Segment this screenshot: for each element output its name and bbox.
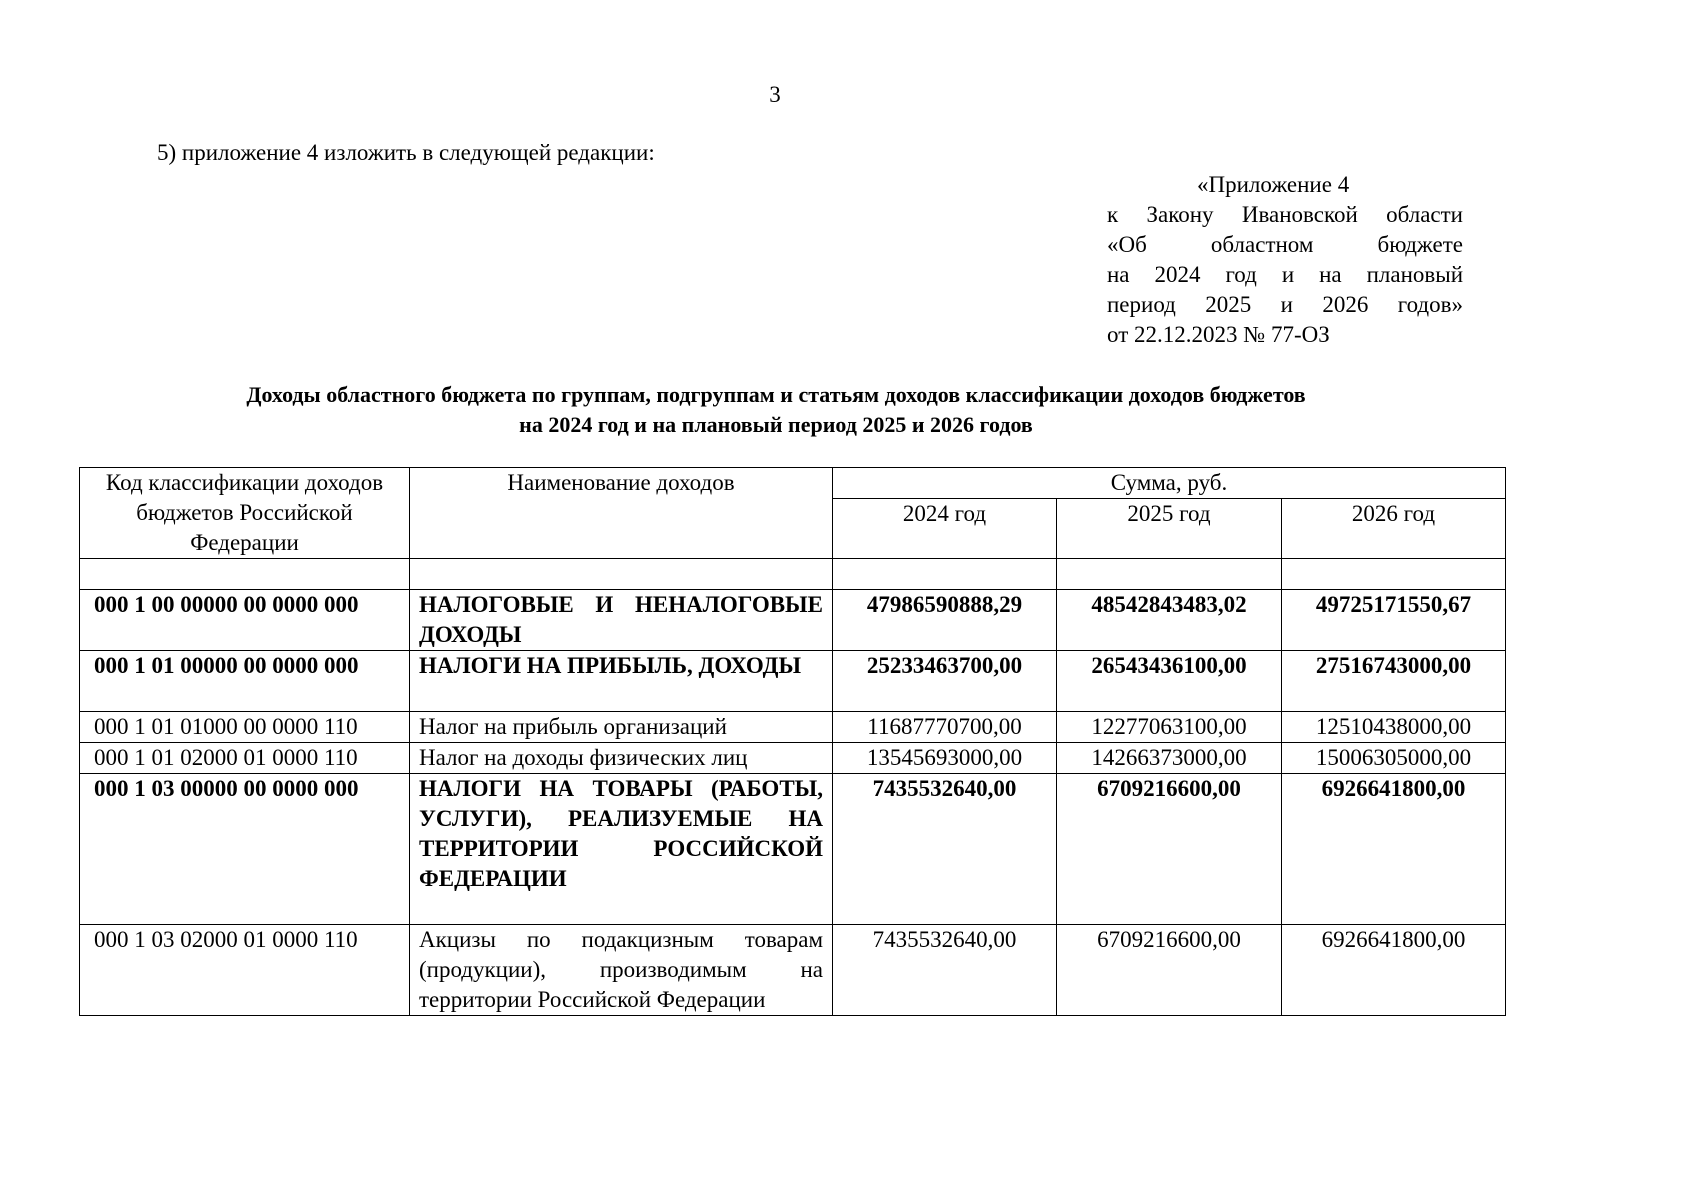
empty-cell [1057,559,1282,590]
row-value-2025: 48542843483,02 [1057,590,1282,651]
row-code: 000 1 03 02000 01 0000 110 [80,925,410,1016]
appendix-note [1107,170,1463,350]
row-value-2024: 25233463700,00 [833,651,1057,712]
row-value-2026: 6926641800,00 [1282,774,1506,925]
empty-cell [833,559,1057,590]
row-name: Акцизы по подакцизным товарам (продукции), производимым на территории Российской Федерации [410,925,833,1016]
document-title-line2: на 2024 год и на плановый период 2025 и 2026 годов [519,412,1033,437]
intro-paragraph: 5) приложение 4 изложить в следующей редакции: [157,140,655,165]
row-value-2025: 6709216600,00 [1057,925,1282,1016]
header-year-2024: 2024 год [833,499,1057,559]
table-row [80,925,1506,1016]
page-number: 3 [769,82,781,107]
row-value-2024: 7435532640,00 [833,774,1057,925]
row-name: НАЛОГИ НА ПРИБЫЛЬ, ДОХОДЫ [410,651,833,712]
row-value-2024: 7435532640,00 [833,925,1057,1016]
document-title [0,380,1552,440]
row-code: 000 1 03 00000 00 0000 000 [80,774,410,925]
appendix-line: к Закону Ивановской области [1107,202,1463,227]
row-value-2026: 6926641800,00 [1282,925,1506,1016]
table-row [80,651,1506,712]
appendix-line: на 2024 год и на плановый [1107,262,1463,287]
row-value-2025: 12277063100,00 [1057,712,1282,743]
table-row [80,743,1506,774]
row-value-2024: 13545693000,00 [833,743,1057,774]
table-header-row [80,468,1506,499]
document-title-line1: Доходы областного бюджета по группам, подгруппам и статьям доходов классификации доходов бюджетов [246,382,1306,407]
row-code: 000 1 01 01000 00 0000 110 [80,712,410,743]
header-year-2025: 2025 год [1057,499,1282,559]
row-name: НАЛОГОВЫЕ И НЕНАЛОГОВЫЕ ДОХОДЫ [410,590,833,651]
row-value-2024: 47986590888,29 [833,590,1057,651]
row-code: 000 1 01 02000 01 0000 110 [80,743,410,774]
appendix-title: «Приложение 4 [1197,172,1350,197]
row-value-2025: 26543436100,00 [1057,651,1282,712]
row-value-2026: 27516743000,00 [1282,651,1506,712]
header-code: Код классификации доходов бюджетов Российской Федерации [80,468,410,559]
row-code: 000 1 01 00000 00 0000 000 [80,651,410,712]
income-table [79,467,1506,1016]
table-row [80,774,1506,925]
table-empty-row [80,559,1506,590]
row-value-2026: 12510438000,00 [1282,712,1506,743]
header-year-2026: 2026 год [1282,499,1506,559]
appendix-line: период 2025 и 2026 годов» [1107,292,1463,317]
row-value-2025: 14266373000,00 [1057,743,1282,774]
row-name: НАЛОГИ НА ТОВАРЫ (РАБОТЫ, УСЛУГИ), РЕАЛИЗУЕМЫЕ НА ТЕРРИТОРИИ РОССИЙСКОЙ ФЕДЕРАЦИИ [410,774,833,925]
row-value-2024: 11687770700,00 [833,712,1057,743]
row-name: Налог на доходы физических лиц [410,743,833,774]
header-name: Наименование доходов [410,468,833,559]
empty-cell [1282,559,1506,590]
row-code: 000 1 00 00000 00 0000 000 [80,590,410,651]
appendix-date-line: от 22.12.2023 № 77-ОЗ [1107,322,1330,347]
row-name: Налог на прибыль организаций [410,712,833,743]
table-row [80,712,1506,743]
row-value-2026: 15006305000,00 [1282,743,1506,774]
header-sum: Сумма, руб. [833,468,1506,499]
row-value-2026: 49725171550,67 [1282,590,1506,651]
row-value-2025: 6709216600,00 [1057,774,1282,925]
table-row [80,590,1506,651]
empty-cell [410,559,833,590]
appendix-line: «Об областном бюджете [1107,232,1463,257]
empty-cell [80,559,410,590]
